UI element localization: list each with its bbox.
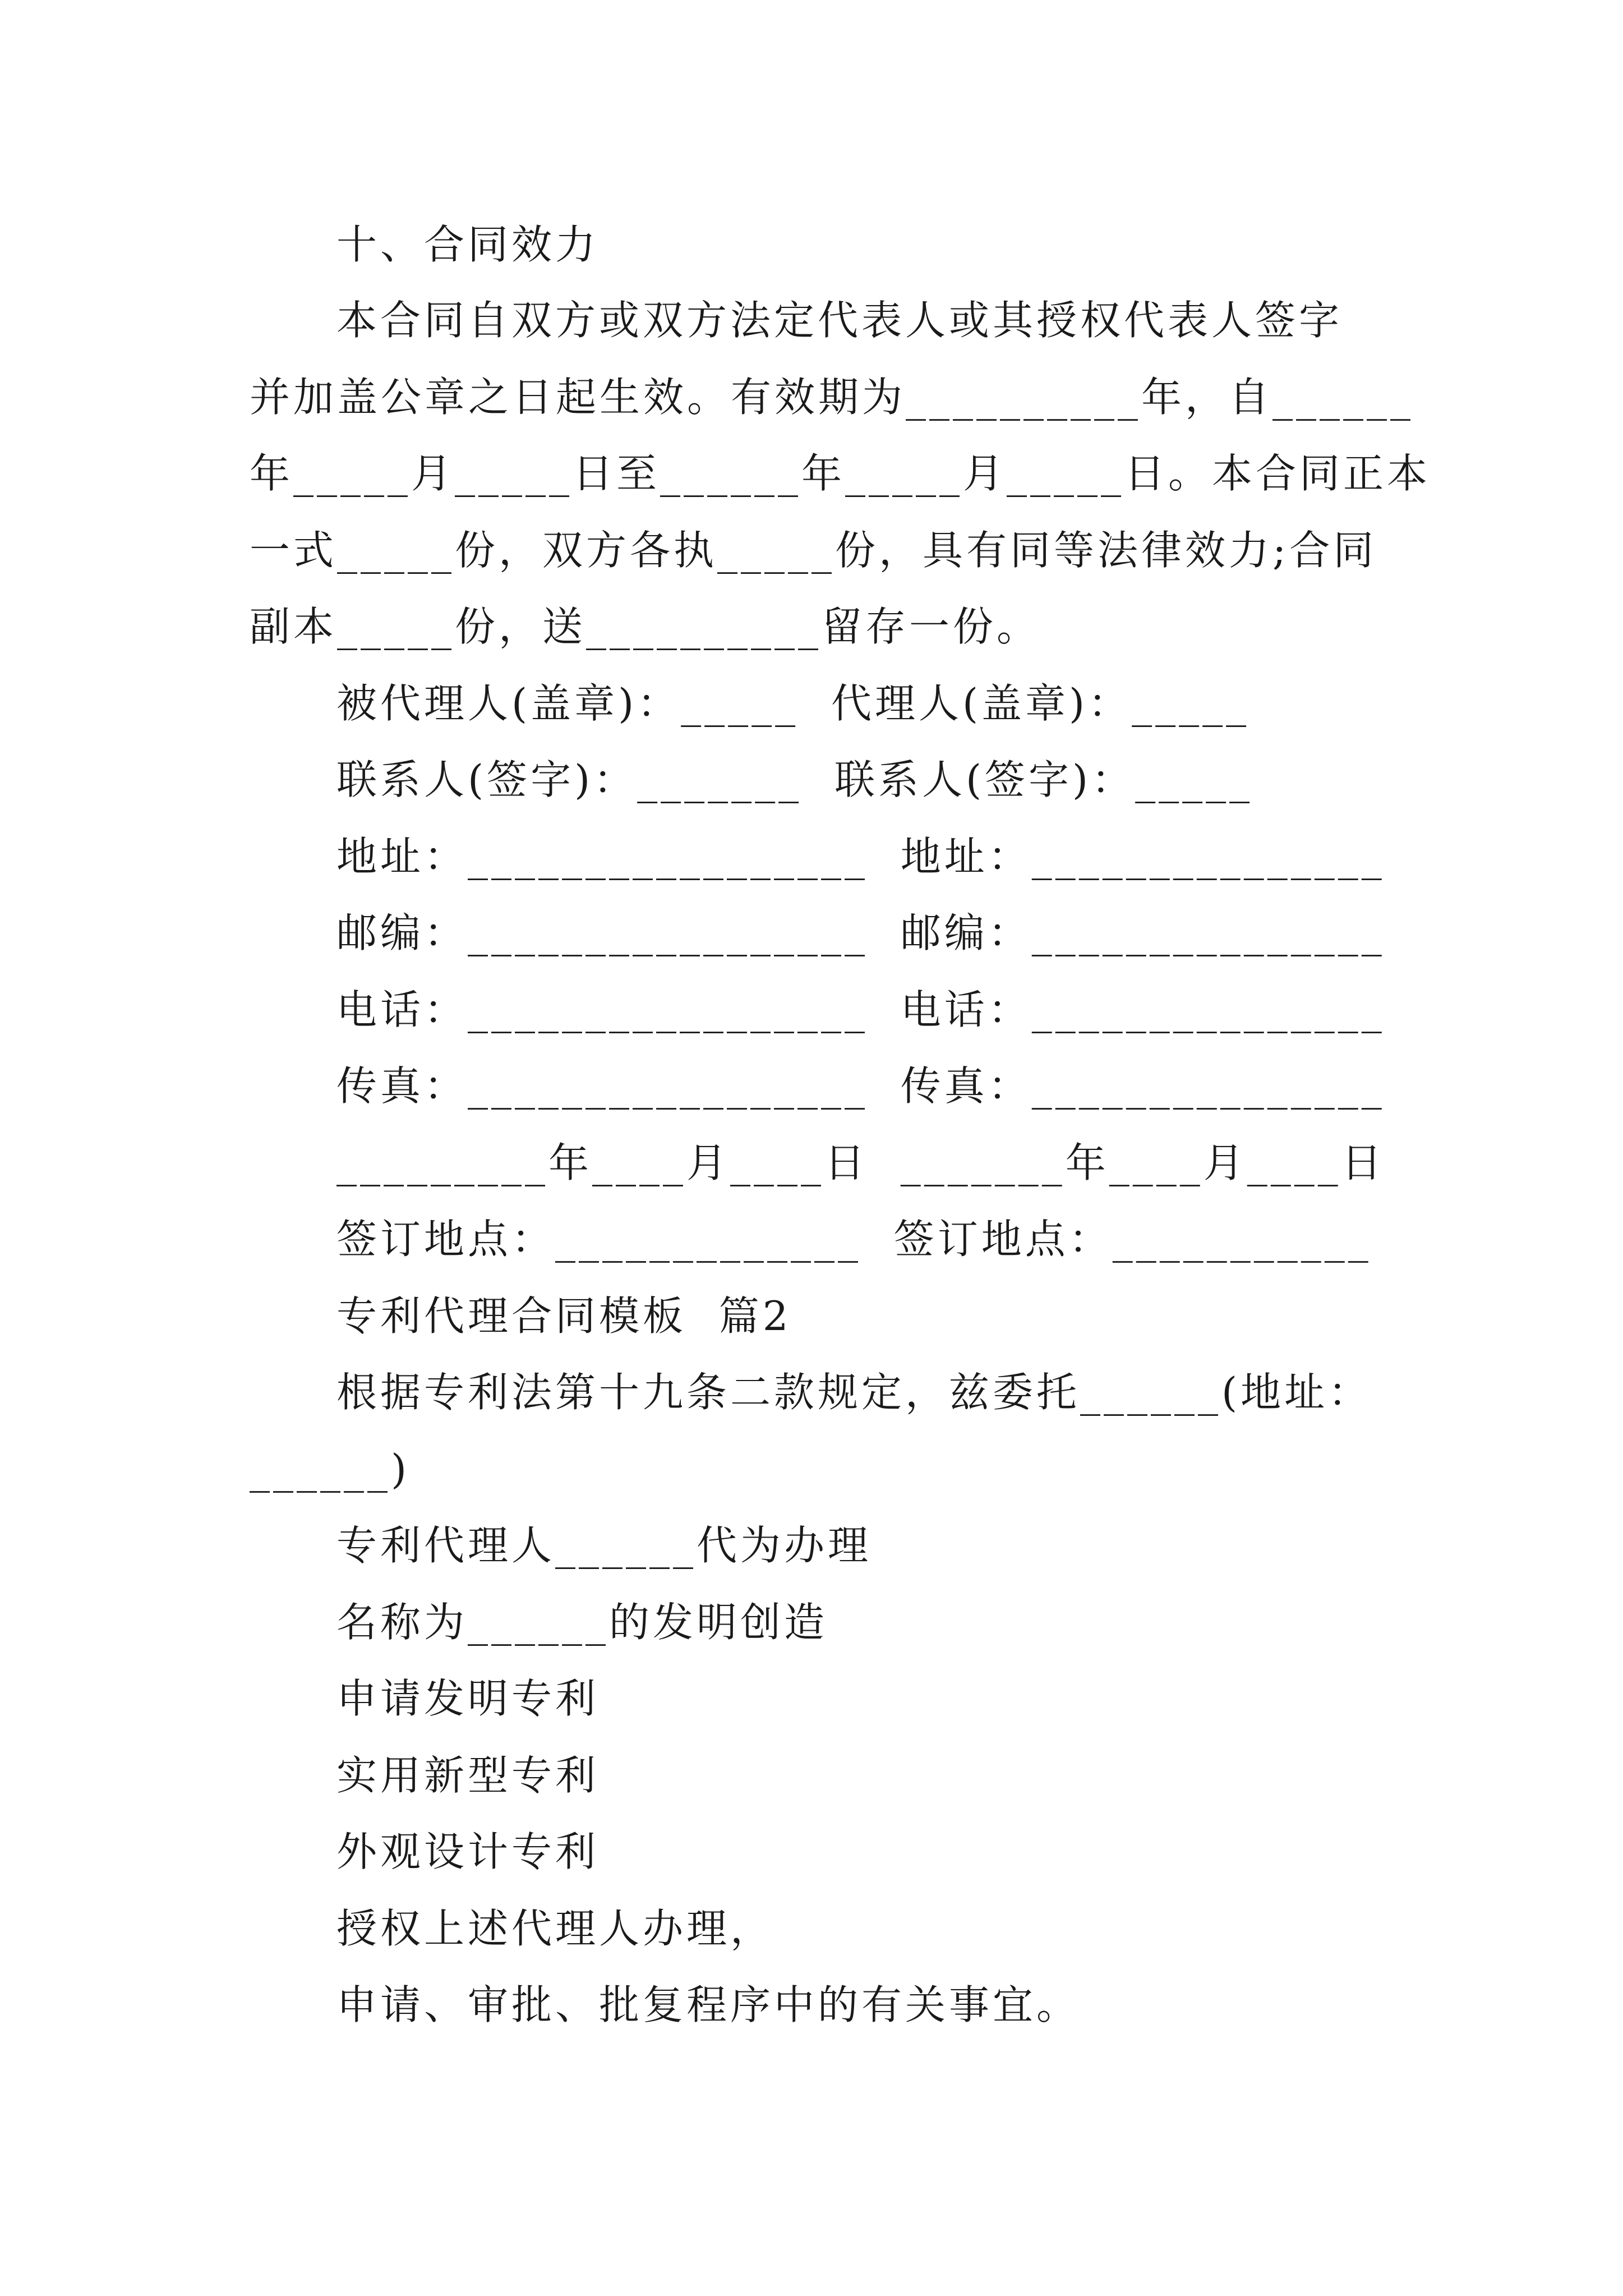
section-heading: 十、合同效力 [336,221,600,268]
paragraph-line: 外观设计专利 [336,1828,600,1875]
place-row: 签订地点：_____________ 签订地点：___________ [336,1216,1372,1263]
paragraph-line: 本合同自双方或双方法定代表人或其授权代表人签字 [336,297,1343,344]
paragraph-line: 根据专利法第十九条二款规定，兹委托______(地址： [336,1369,1372,1416]
paragraph-line: 实用新型专利 [336,1752,600,1799]
paragraph-line: 名称为______的发明创造 [336,1599,828,1646]
address-row: 地址：_________________ 地址：_______________ [336,833,1385,880]
paragraph-line: ______) [250,1446,411,1493]
date-row: _________年____月____日 _______年____月____日 [336,1139,1385,1186]
postcode-row: 邮编：_________________ 邮编：_______________ [336,909,1385,956]
seal-row: 被代理人(盖章)：_____ 代理人(盖章)：_____ [336,680,1250,727]
paragraph-line: 一式_____份，双方各执_____份，具有同等法律效力;合同 [250,527,1377,574]
paragraph-line: 授权上述代理人办理， [336,1905,774,1952]
paragraph-line: 申请、审批、批复程序中的有关事宜。 [336,1981,1081,2028]
paragraph-line: 专利代理人______代为办理 [336,1522,872,1569]
paragraph-line: 年_____月_____日至______年_____月_____日。本合同正本 [250,450,1431,497]
fax-row: 传真：_________________ 传真：_______________ [336,1062,1385,1110]
contact-row: 联系人(签字)：_______ 联系人(签字)：_____ [336,756,1253,803]
paragraph-line: 申请发明专利 [336,1675,600,1722]
paragraph-line: 并加盖公章之日起生效。有效期为__________年，自______ [250,374,1414,421]
section-title: 专利代理合同模板 篇2 [336,1292,792,1340]
phone-row: 电话：_________________ 电话：_______________ [336,986,1385,1033]
paragraph-line: 副本_____份，送__________留存一份。 [250,603,1041,650]
